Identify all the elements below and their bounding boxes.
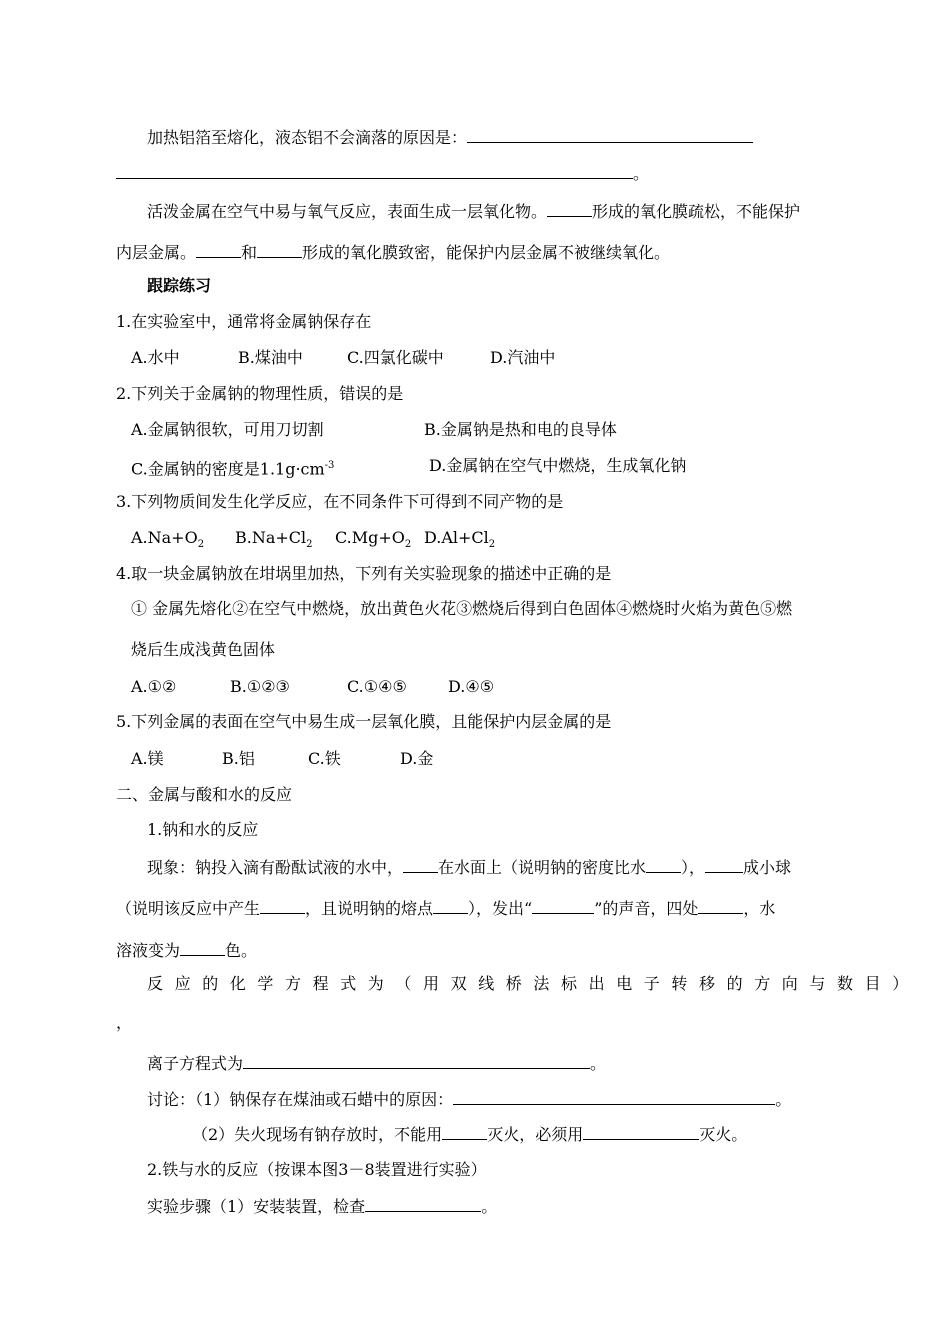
blank: [243, 1053, 590, 1069]
blank: [403, 857, 438, 873]
blank: [705, 857, 743, 873]
equation-comma: ，: [116, 1013, 133, 1032]
blank: [433, 898, 468, 914]
blank: [442, 1124, 487, 1140]
intro-line-4: 内层金属。 和 形成的氧化膜致密，能保护内层金属不被继续氧化。: [116, 243, 671, 262]
question-2-option-b: B.金属钠是热和电的良导体: [424, 420, 617, 439]
question-1-option-b: B.煤油中: [238, 348, 303, 367]
discussion-1: 讨论：（1）钠保存在煤油或石蜡中的原因： 。: [147, 1090, 792, 1109]
equation-instruction: 反应的化学方程式为（用双线桥法标出电子转移的方向与数目）: [147, 974, 920, 993]
blank: [453, 1089, 775, 1105]
blank: [116, 163, 633, 179]
question-3-option-b: $B.Na+Cl_2$: [235, 528, 313, 551]
intro-line-2: 。: [116, 163, 649, 184]
blank: [583, 1124, 699, 1140]
question-1-option-d: D.汽油中: [490, 348, 556, 367]
practice-heading: 跟踪练习: [147, 276, 212, 295]
blank: [365, 1196, 481, 1212]
intro-line-3: 活泼金属在空气中易与氧气反应，表面生成一层氧化物。 形成的氧化膜疏松，不能保护: [147, 202, 801, 221]
question-5-option-a: A.镁: [131, 749, 164, 768]
question-5-stem: 5.下列金属的表面在空气中易生成一层氧化膜，且能保护内层金属的是: [116, 712, 612, 731]
blank: [646, 857, 681, 873]
question-3-option-a: $A.Na+O_2$: [131, 528, 205, 551]
experiment-step-1: 实验步骤（1）安装装置，检查 。: [147, 1197, 498, 1216]
question-5-option-c: C.铁: [308, 749, 341, 768]
blank: [196, 242, 241, 258]
question-2-option-c: C.金属钠的密度是$1.1g\cdot cm^{-3}$: [131, 459, 335, 479]
discussion-2: （2）失火现场有钠存放时，不能用 灭火，必须用 灭火。: [192, 1125, 748, 1144]
question-3-option-c: $C.Mg+O_2$: [335, 528, 412, 551]
intro-line-1: 加热铝箔至熔化，液态铝不会滴落的原因是：: [147, 127, 753, 148]
subsection-1-title: 1.钠和水的反应: [147, 820, 259, 839]
blank: [467, 127, 753, 143]
question-1-stem: 1.在实验室中，通常将金属钠保存在: [116, 312, 372, 331]
subsection-2-title: 2.铁与水的反应（按课本图3－8装置进行实验）: [147, 1160, 487, 1179]
phenomenon-line-3: 溶液变为 色。: [116, 941, 258, 960]
question-2-option-d: D.金属钠在空气中燃烧，生成氧化钠: [429, 456, 687, 475]
blank: [180, 940, 225, 956]
question-5-option-b: B.铝: [222, 749, 255, 768]
question-4-option-c: C.①④⑤: [347, 677, 407, 696]
blank: [260, 898, 305, 914]
section-2-title: 二、金属与酸和水的反应: [116, 785, 293, 804]
question-1-option-c: C.四氯化碳中: [347, 348, 444, 367]
question-3-stem: 3.下列物质间发生化学反应，在不同条件下可得到不同产物的是: [116, 492, 564, 511]
question-4-stem: 4.取一块金属钠放在坩埚里加热，下列有关实验现象的描述中正确的是: [116, 564, 612, 583]
question-4-statements: ① 金属先熔化②在空气中燃烧，放出黄色火花③燃烧后得到白色固体④燃烧时火焰为黄色⑤燃: [131, 599, 793, 618]
question-2-option-a: A.金属钠很软，可用刀切割: [131, 420, 324, 439]
blank: [698, 898, 743, 914]
blank: [257, 242, 302, 258]
question-1-option-a: A.水中: [131, 348, 180, 367]
phenomenon-line-1: 现象：钠投入滴有酚酞试液的水中， 在水面上（说明钠的密度比水 ）， 成小球: [147, 858, 792, 877]
question-4-option-b: B.①②③: [230, 677, 290, 696]
ionic-equation-line: 离子方程式为 。: [147, 1054, 607, 1073]
question-2-stem: 2.下列关于金属钠的物理性质，错误的是: [116, 384, 404, 403]
blank: [547, 201, 592, 217]
question-5-option-d: D.金: [400, 749, 434, 768]
question-4-option-d: D.④⑤: [448, 677, 495, 696]
question-4-option-a: A.①②: [131, 677, 177, 696]
blank: [532, 898, 594, 914]
question-3-option-d: $D.Al+Cl_2$: [424, 528, 496, 551]
phenomenon-line-2: （说明该反应中产生 ，且说明钠的熔点 ），发出“ ”的声音，四处 ，水: [116, 899, 776, 918]
question-4-statements-cont: 烧后生成浅黄色固体: [131, 640, 276, 659]
